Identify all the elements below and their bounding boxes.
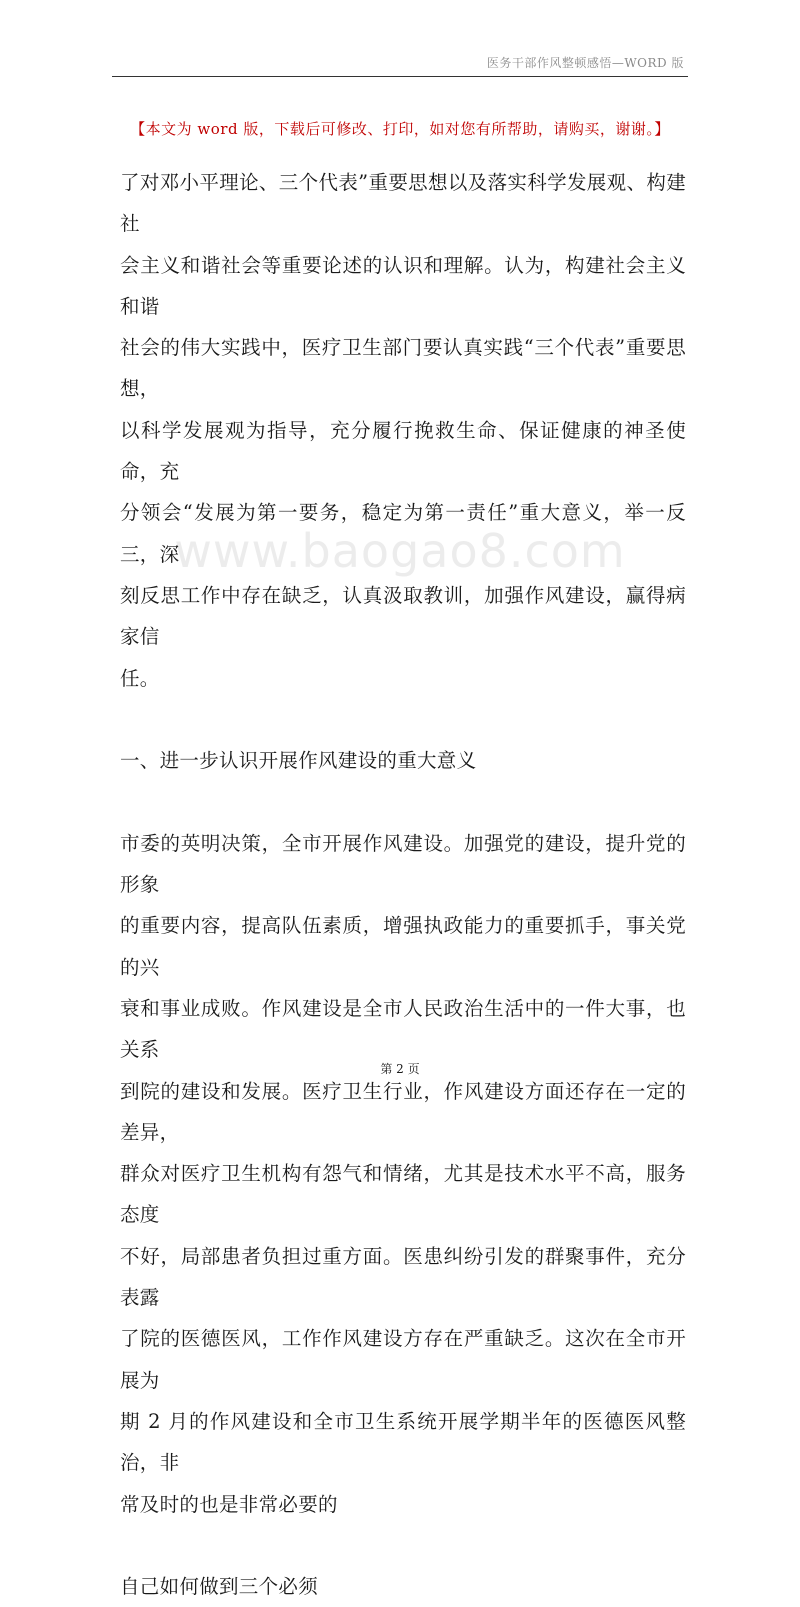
body-line: 不好，局部患者负担过重方面。医患纠纷引发的群聚事件，充分表露 — [120, 1244, 686, 1310]
watermark: www.baogao8.com — [174, 524, 626, 578]
body-line: 以科学发展观为指导，充分履行挽救生命、保证健康的神圣使命，充 — [120, 418, 686, 484]
body-line: 任。 — [120, 666, 160, 690]
document-body — [120, 162, 686, 1607]
purchase-notice: 【本文为 word 版，下载后可修改、打印，如对您有所帮助，请购买，谢谢。】 — [130, 120, 670, 138]
body-line: 常及时的也是非常必要的 — [120, 1492, 338, 1516]
paragraph-2 — [120, 823, 686, 1525]
body-line: 刻反思工作中存在缺乏，认真汲取教训，加强作风建设，赢得病家信 — [120, 583, 686, 649]
body-line: 会主义和谐社会等重要论述的认识和理解。认为，构建社会主义和谐 — [120, 253, 686, 318]
body-line: 社会的伟大实践中，医疗卫生部门要认真实践“三个代表”重要思想， — [120, 336, 686, 401]
body-line: 市委的英明决策，全市开展作风建设。加强党的建设，提升党的形象 — [120, 831, 686, 897]
closing-heading: 自己如何做到三个必须 — [120, 1575, 319, 1599]
body-line: 了院的医德医风，工作作风建设方存在严重缺乏。这次在全市开展为 — [120, 1327, 686, 1392]
header-divider — [112, 76, 688, 77]
body-line: 群众对医疗卫生机构有怨气和情绪，尤其是技术水平不高，服务态度 — [120, 1162, 686, 1227]
body-line: 了对邓小平理论、三个代表”重要思想以及落实科学发展观、构建社 — [120, 171, 686, 236]
body-line: 分领会“发展为第一要务，稳定为第一责任”重大意义，举一反三，深 — [120, 501, 686, 566]
body-line: 的重要内容，提高队伍素质，增强执政能力的重要抓手，事关党的兴 — [120, 914, 686, 979]
document-header-title: 医务干部作风整顿感悟—WORD 版 — [486, 56, 684, 70]
section-heading: 一、进一步认识开展作风建设的重大意义 — [120, 749, 477, 773]
body-line: 到院的建设和发展。医疗卫生行业，作风建设方面还存在一定的差异， — [120, 1079, 686, 1144]
body-line: 期 2 月的作风建设和全市卫生系统开展学期半年的医德医风整治，非 — [120, 1409, 686, 1475]
body-line: 衰和事业成败。作风建设是全市人民政治生活中的一件大事，也关系 — [120, 996, 686, 1062]
paragraph-1 — [120, 162, 686, 699]
page-number: 第 2 页 — [380, 1062, 420, 1076]
